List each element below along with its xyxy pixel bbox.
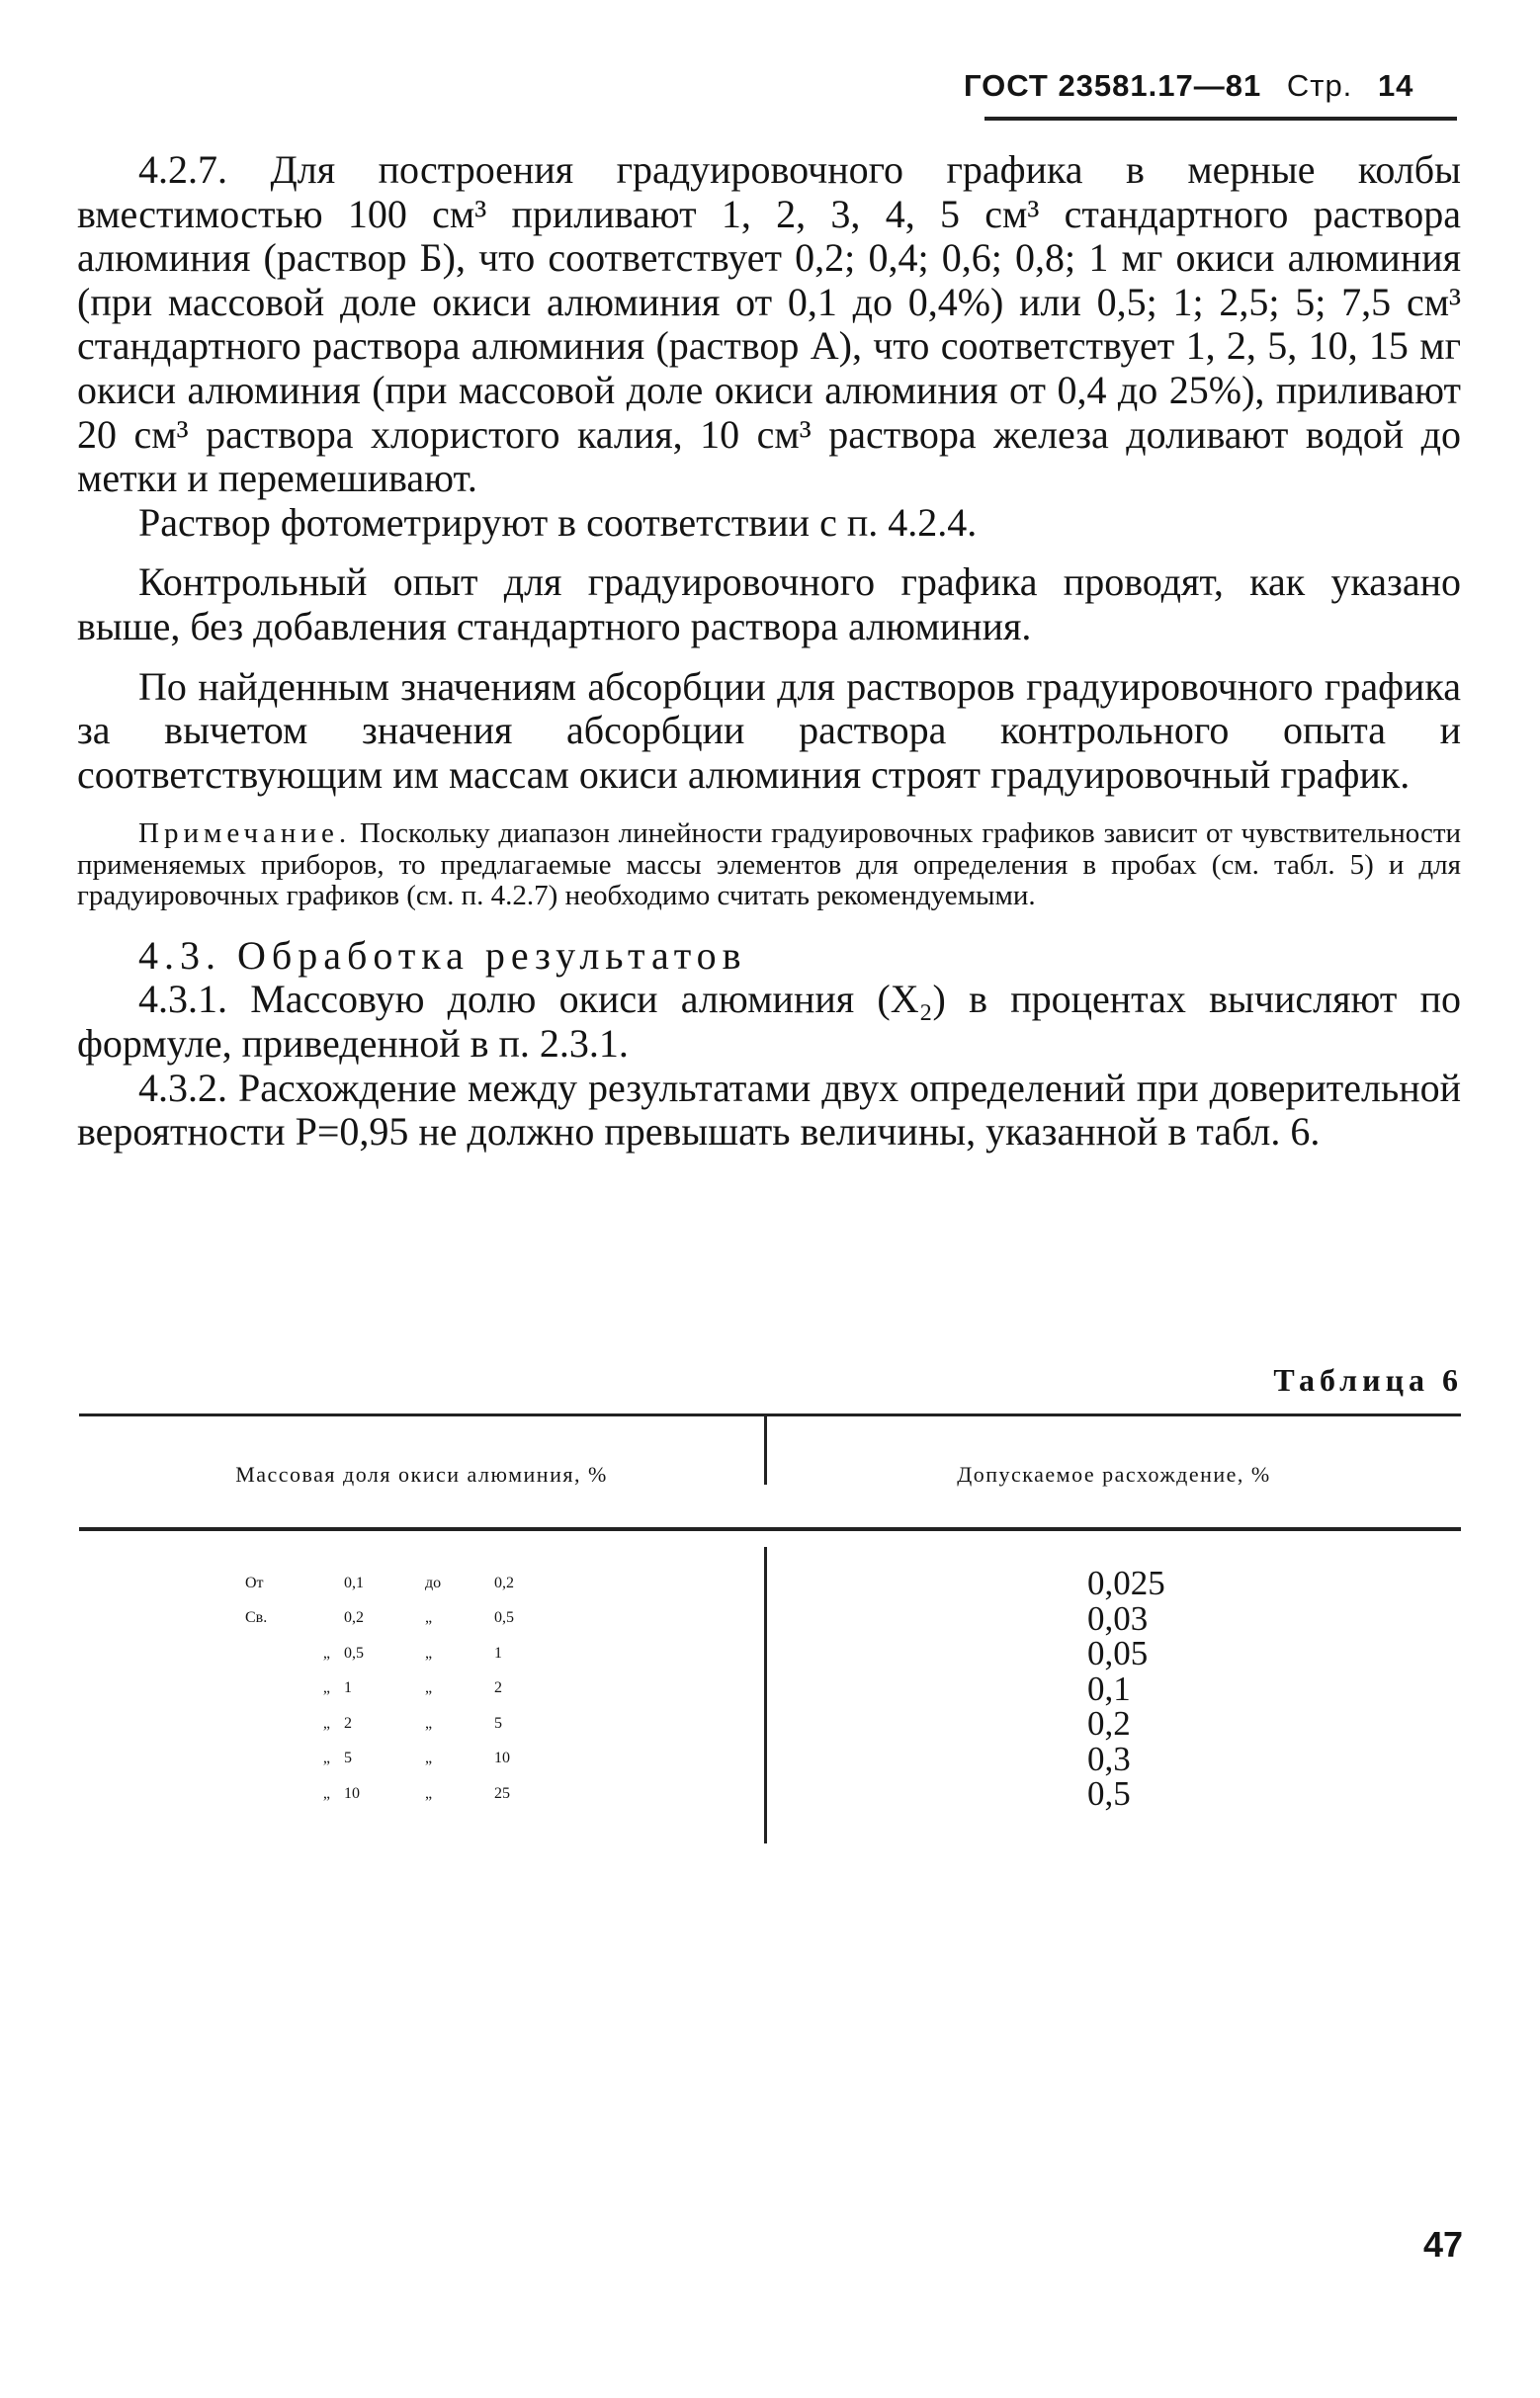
paragraph-4-2-7: 4.2.7. Для построения градуировочного графика в мерные колбы вместимостью 100 см³ приливают 1, 2, 3, 4, 5 см³ стандартного раствора алюминия (раствор Б), что соответствует 0,2; 0,4; 0,6; 0,8; 1 мг окиси алюминия (при массовой доле окиси алюминия от 0,1 до 0,4%) или 0,5; 1; 2,5; 5; 7,5 см³ стандартного раствора алюминия (раствор А), что соответствует 1, 2, 5, 10, 15 мг окиси алюминия (при массовой доле окиси алюминия от 0,4 до 25%), приливают 20 см³ раствора хлористого калия, 10 см³ раствора железа доливают водой до метки и перемешивают. (77, 147, 1461, 501)
page-label: Стр. (1286, 68, 1353, 103)
table-cell-tolerance: 0,2 (1087, 1704, 1131, 1743)
footer-page-number: 47 (1422, 2224, 1463, 2265)
note-label: Примечание. (138, 817, 352, 850)
table-row: „ 10 „ 25 (322, 1784, 510, 1802)
table-cell-tolerance: 0,1 (1087, 1669, 1131, 1708)
table-cell-tolerance: 0,025 (1087, 1564, 1165, 1602)
table-row: „ 2 „ 5 (322, 1714, 502, 1732)
page-header (964, 61, 1458, 111)
table-header-tolerance: Допускаемое расхождение, % (957, 1462, 1271, 1487)
table-cell-tolerance: 0,5 (1087, 1774, 1131, 1813)
section-title: 4.3. Обработка результатов (138, 932, 747, 978)
table-row: „ 5 „ 10 (322, 1750, 510, 1767)
table-column-divider-body (764, 1547, 767, 1843)
paragraph-graph: По найденным значениям абсорбции для растворов градуировочного графика за вычетом значения абсорбции раствора контрольного опыта и соответствующим им массам окиси алюминия строят градуировочный график. (77, 663, 1461, 797)
table-header-mass-fraction: Массовая доля окиси алюминия, % (235, 1462, 608, 1487)
table-row: „ 0,5 „ 1 (322, 1644, 502, 1662)
paragraph-control: Контрольный опыт для градуировочного графика проводят, как указано выше, без добавления стандартного раствора алюминия. (77, 559, 1461, 648)
table-tolerance-column (1087, 1566, 1206, 1812)
table-mass-range-column (245, 1566, 573, 1812)
table-cell-tolerance: 0,3 (1087, 1739, 1131, 1778)
table-top-rule (79, 1413, 1461, 1416)
standard-id: ГОСТ 23581.17—81 (964, 68, 1262, 103)
table-row: „ 1 „ 2 (322, 1679, 502, 1697)
body-text (77, 148, 1461, 1155)
table-row: От 0,1 до 0,2 (245, 1574, 514, 1591)
note-text: Поскольку диапазон линейности градуировочных графиков зависит от чувствительности применяемых приборов, то предлагаемые массы элементов для определения в пробах (см. табл. 5) и для градуировочных графиков (см. п. 4.2.7) необходимо считать рекомендуемыми. (77, 817, 1462, 912)
header-page-number: 14 (1377, 68, 1414, 103)
table-row: Св. 0,2 „ 0,5 (245, 1609, 514, 1627)
paragraph-photometry: Раствор фотометрируют в соответствии с п. 4.2.4. (138, 499, 978, 545)
table-label: Таблица 6 (1273, 1362, 1463, 1398)
paragraph-4-3-1: 4.3.1. Массовую долю окиси алюминия (X₂) в процентах вычисляют по формуле, приведенной в п. 2.3.1. (77, 977, 1461, 1066)
table-header-rule (79, 1527, 1461, 1531)
header-rule (984, 117, 1457, 121)
paragraph-4-3-2: 4.3.2. Расхождение между результатами двух определений при доверительной вероятности P=0,95 не должно превышать величины, указанной в табл. 6. (77, 1065, 1461, 1155)
table-cell-tolerance: 0,03 (1087, 1598, 1149, 1638)
note (77, 818, 1461, 912)
table-cell-tolerance: 0,05 (1087, 1634, 1149, 1672)
